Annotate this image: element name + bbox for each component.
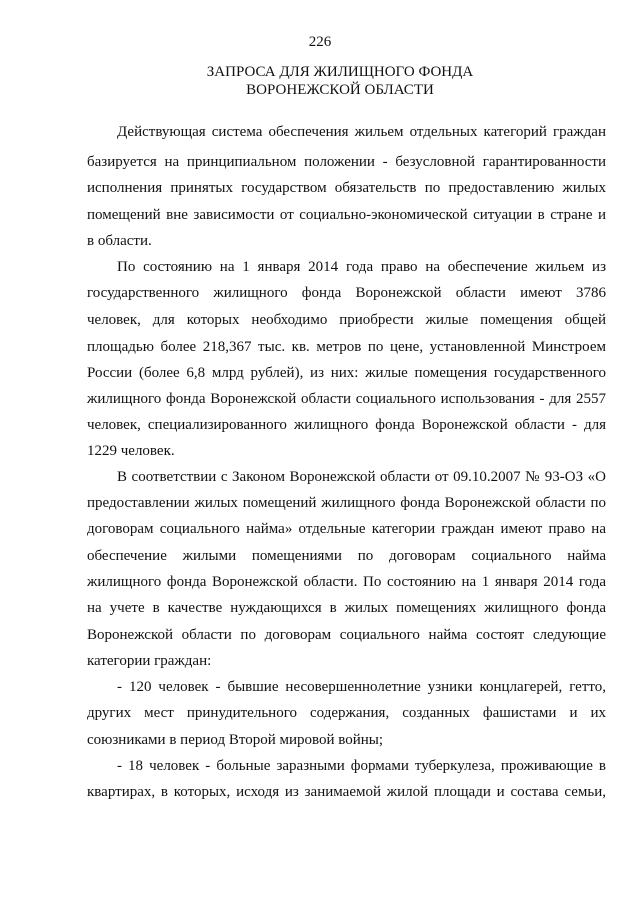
text-line: 1229 человек. xyxy=(87,443,175,459)
list-item-line: - 120 человек - бывшие несовершеннолетние узники концлагерей, гетто, xyxy=(117,679,606,695)
text-line: России (более 6,8 млрд рублей), из них: жилые помещения государственного xyxy=(87,365,606,381)
list-item-line: других мест принудительного содержания, созданных фашистами и их xyxy=(87,705,606,721)
text-line: В соответствии с Законом Воронежской области от 09.10.2007 № 93-ОЗ «О xyxy=(117,469,606,485)
page-number: 226 xyxy=(308,34,332,50)
text-line: предоставлении жилых помещений жилищного фонда Воронежской области по xyxy=(87,495,606,511)
text-line: человек, специализированного жилищного фонда Воронежской области - для xyxy=(87,417,606,433)
text-line: в области. xyxy=(87,233,152,249)
text-line: исполнения принятых государством обязательств по предоставлению жилых xyxy=(87,180,606,196)
heading-line-2: ВОРОНЕЖСКОЙ ОБЛАСТИ xyxy=(246,82,434,98)
text-line: площадью более 218,367 тыс. кв. метров по цене, установленной Минстроем xyxy=(87,339,606,355)
text-line: жилищного фонда Воронежской области социального использования - для 2557 xyxy=(87,391,606,407)
text-line: на учете в качестве нуждающихся в жилых помещениях жилищного фонда xyxy=(87,600,606,616)
text-line: категории граждан: xyxy=(87,653,212,669)
section-heading xyxy=(60,63,620,99)
heading-line-1: ЗАПРОСА ДЛЯ ЖИЛИЩНОГО ФОНДА xyxy=(206,64,474,80)
list-item-line: - 18 человек - больные заразными формами туберкулеза, проживающие в xyxy=(117,758,606,774)
text-line: человек, для которых необходимо приобрести жилые помещения общей xyxy=(87,312,606,328)
list-item-line: квартирах, в которых, исходя из занимаемой жилой площади и состава семьи, xyxy=(87,784,606,800)
text-line: Воронежской области по договорам социального найма состоят следующие xyxy=(87,627,606,643)
text-line: государственного жилищного фонда Воронежской области имеют 3786 xyxy=(87,285,606,301)
list-item-line: союзниками в период Второй мировой войны; xyxy=(87,732,384,748)
text-line: жилищного фонда Воронежской области. По состоянию на 1 января 2014 года xyxy=(87,574,606,590)
text-line: Действующая система обеспечения жильем отдельных категорий граждан xyxy=(117,124,606,140)
text-line: договорам социального найма» отдельные категории граждан имеют право на xyxy=(87,521,606,537)
text-line: помещений вне зависимости от социально-экономической ситуации в стране и xyxy=(87,207,606,223)
text-line: По состоянию на 1 января 2014 года право на обеспечение жильем из xyxy=(117,259,606,275)
text-line: базируется на принципиальном положении - безусловной гарантированности xyxy=(87,154,606,170)
text-line: обеспечение жилыми помещениями по договорам социального найма xyxy=(87,548,606,564)
